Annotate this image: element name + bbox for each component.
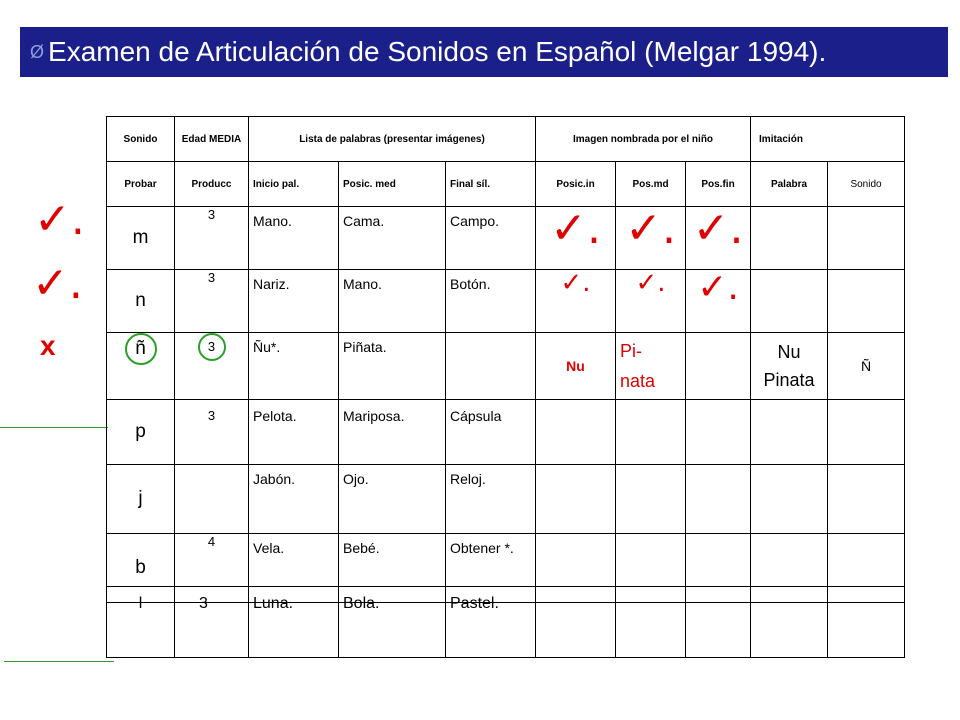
green-divider-1 [0,427,108,428]
sonido-cell [828,207,905,270]
pos-md-cell [616,587,686,658]
subheader-pos-md: Pos.md [616,162,686,207]
check-icon: ✓. [560,269,591,298]
pos-md-cell [616,270,686,333]
subheader-medio: Posic. med [339,162,446,207]
header-imagen: Imagen nombrada por el niño [536,117,751,162]
inicio-cell: Pelota. [249,400,339,465]
palabra-cell [751,587,828,658]
final-cell: Cápsula [446,400,536,465]
pos-in-cell [536,400,616,465]
pos-md-cell [616,207,686,270]
pos-fin-cell [686,270,751,333]
table-row [107,333,905,400]
age-cell [175,465,249,534]
sonido-imitacion: Ñ [828,333,905,400]
pos-fin-cell [686,465,751,534]
check-icon: ✓. [625,206,676,254]
medio-cell: Mariposa. [339,400,446,465]
pos-md-response [616,333,686,400]
pos-in-cell [536,207,616,270]
age-cell: 3 [175,270,249,333]
table-row [107,465,905,534]
final-cell: Campo. [446,207,536,270]
sound-cell: n [107,270,175,333]
subheader-probar: Probar [107,162,175,207]
sonido-cell [828,270,905,333]
sound-cell: l [107,587,175,658]
sound-cell: m [107,207,175,270]
medio-cell: Mano. [339,270,446,333]
palabra-cell [751,400,828,465]
age-cell: 3 [175,400,249,465]
sonido-cell [828,465,905,534]
circled-age: 3 [198,333,226,361]
palabra-line-2: Pinata [763,370,815,390]
palabra-imitacion [751,333,828,400]
sonido-cell [828,400,905,465]
palabra-line-1: Nu [777,342,801,362]
pos-fin-cell [686,333,751,400]
final-cell [446,333,536,400]
age-cell [175,333,249,400]
inicio-cell: Vela. [249,534,339,603]
check-icon: ✓. [697,269,739,308]
subheader-final: Final síl. [446,162,536,207]
green-divider-2 [4,661,114,662]
header-imitacion: Imitación [751,117,905,162]
subheader-pos-fin: Pos.fin [686,162,751,207]
subheader-palabra: Palabra [751,162,828,207]
side-check-n: ✓. [32,258,83,309]
final-cell: Botón. [446,270,536,333]
age-cell: 3 [175,207,249,270]
subheader-posic-in: Posic.in [536,162,616,207]
age-cell: 4 [175,534,249,603]
palabra-cell [751,207,828,270]
side-x-mark: x [40,330,56,361]
pos-fin-cell [686,400,751,465]
pos-md-cell [616,400,686,465]
table-row [107,587,905,658]
palabra-cell [751,270,828,333]
inicio-cell: Nariz. [249,270,339,333]
inicio-cell: Jabón. [249,465,339,534]
sonido-cell [828,587,905,658]
final-cell: Pastel. [446,587,536,658]
medio-cell: Bebé. [339,534,446,603]
medio-cell: Piñata. [339,333,446,400]
medio-cell: Cama. [339,207,446,270]
sound-cell: p [107,400,175,465]
check-icon: ✓. [550,206,601,254]
inicio-cell: Mano. [249,207,339,270]
subheader-sonido: Sonido [828,162,905,207]
header-row-1 [107,117,905,162]
inicio-cell: Ñu*. [249,333,339,400]
pos-in-response: Nu [536,333,616,400]
palabra-cell [751,465,828,534]
articulation-table [106,116,905,603]
check-icon: ✓. [692,206,744,254]
header-sonido: Sonido [107,117,175,162]
pos-in-cell [536,270,616,333]
side-check-m: ✓. [34,194,85,245]
page-title: Examen de Articulación de Sonidos en Español (Melgar 1994). [48,36,827,67]
pos-in-cell [536,587,616,658]
inicio-cell: Luna. [249,587,339,658]
pos-fin-cell [686,207,751,270]
pos-md-line-1: Pi- [620,341,643,361]
table-row [107,270,905,333]
header-edad: Edad MEDIA [175,117,249,162]
bottom-table [106,586,905,658]
final-cell: Obtener *. [446,534,536,603]
pos-fin-cell [686,587,751,658]
subheader-inicio: Inicio pal. [249,162,339,207]
circled-sound: ñ [125,333,157,365]
pos-md-line-2: nata [620,371,656,391]
medio-cell: Bola. [339,587,446,658]
medio-cell: Ojo. [339,465,446,534]
sound-cell: j [107,465,175,534]
bullet-arrow-icon: Ø [30,41,45,62]
final-cell: Reloj. [446,465,536,534]
subheader-producc: Producc [175,162,249,207]
table-row [107,400,905,465]
header-lista: Lista de palabras (presentar imágenes) [249,117,536,162]
header-row-2 [107,162,905,207]
sound-cell: b [107,534,175,603]
age-cell: 3 [175,587,249,658]
pos-in-cell [536,465,616,534]
pos-md-cell [616,465,686,534]
title-bar [20,27,948,77]
sound-cell [107,333,175,400]
check-icon: ✓. [635,269,666,298]
table-row [107,207,905,270]
